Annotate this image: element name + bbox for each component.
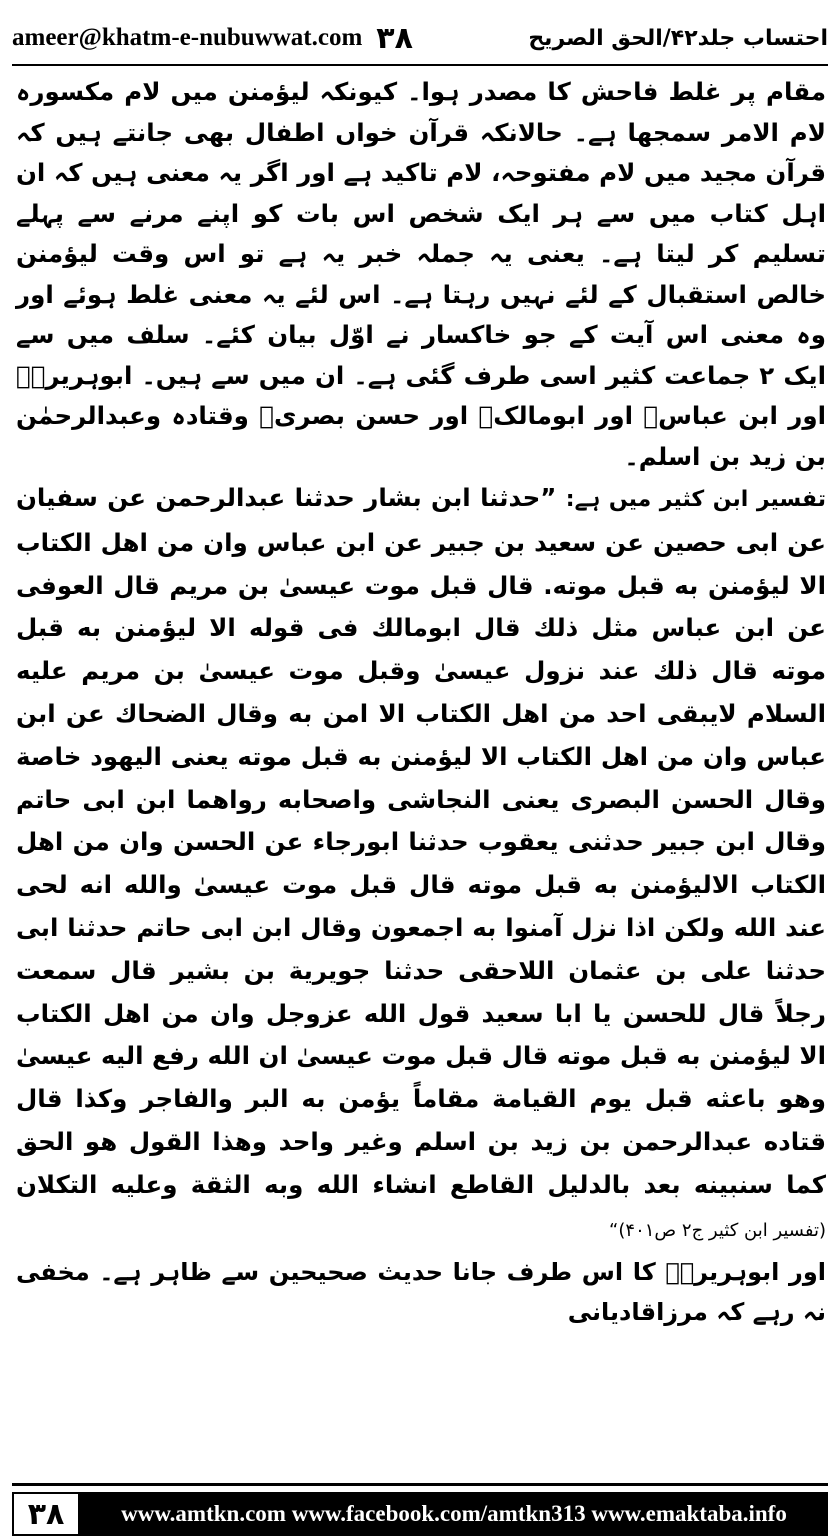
footer-page-number: ۳۸ [12, 1492, 80, 1536]
page-header [12, 14, 828, 62]
urdu-paragraph: مقام پر غلط فاحش کا مصدر ہوا۔ کیونکہ لیؤمنن میں لام مکسورہ لام الامر سمجھا ہے۔ حالانکہ قرآن خواں اطفال بھی جانتے ہیں کہ قرآن مجید میں لام مفتوحہ، لام تاکید ہے اور اگر یہ معنی ہیں کہ ان اہل کتاب میں سے ہر ایک شخص اس بات کو اپنے مرنے سے پہلے تسلیم کر لیتا ہے۔ یعنی یہ جملہ خبر یہ ہے تو اس وقت لیؤمنن خالص استقبال کے لئے نہیں رہتا ہے۔ اس لئے یہ معنی غلط ہوئے اور وہ معنی اس آیت کے جو خاکسار نے اوّل بیان کئے۔ سلف میں سے ایک ۲ جماعت کثیر اسی طرف گئی ہے۔ ان میں سے ہیں۔ ابوہریرہؓ اور ابن عباسؓ اور ابومالکؒ اور حسن بصریؒ وقتادہ وعبدالرحمٰن بن زید بن اسلم۔ [16, 77, 826, 471]
quote-intro: تفسیر ابن کثیر میں ہے: [565, 487, 826, 512]
page-content [16, 72, 826, 1332]
footer-bar [12, 1492, 828, 1536]
footer-links[interactable]: www.amtkn.com www.facebook.com/amtkn313 www.emaktaba.info [121, 1501, 787, 1526]
page-footer [12, 1483, 828, 1536]
tafsir-quote [16, 477, 826, 1252]
header-left [12, 21, 413, 56]
quote-arabic-text: ”حدثنا ابن بشار حدثنا عبدالرحمن عن سفیان عن ابی حصین عن سعید بن جبیر عن ابن عباس وان من اهل الكتاب الا ليؤمنن به قبل موته. قال قبل موت عيسىٰ بن مريم قال العوفى عن ابن عباس مثل ذلك قال ابومالك فى قوله الا ليؤمنن به قبل موته قال ذلك عند نزول عيسىٰ وقبل موت عيسىٰ بن مريم عليه السلام لايبقى احد من اهل الكتاب الا امن به وقال الضحاك عن ابن عباس وان من اهل الكتاب الا ليؤمنن به قبل موته يعنى اليهود خاصة وقال الحسن البصرى يعنى النجاشى واصحابه رواهما ابن ابى حاتم وقال ابن جبير حدثنى يعقوب حدثنا ابورجاء عن الحسن وان من اهل الكتاب الاليؤمنن به قبل موته قال قبل موت عيسىٰ والله انه لحى عند الله ولكن اذا نزل آمنوا به اجمعون وقال ابن ابى حاتم حدثنا ابى حدثنا على بن عثمان اللاحقى حدثنا جويرية بن بشير قال سمعت رجلاً قال للحسن يا ابا سعيد قول الله عزوجل وان من اهل الكتاب الا ليؤمنن به قبل موته قال قبل موت عيسىٰ ان الله رفع اليه عيسىٰ وهو باعثه قبل يوم القيامة مقاماً يؤمن به البر والفاجر وكذا قال قتاده عبدالرحمن بن زيد بن اسلم وغير واحد وهذا القول هو الحق كما سنبينه بعد بالدليل القاطع انشاء الله وبه الثقة وعليه التكلان [16, 483, 826, 1199]
header-book-title: احتساب جلد۴۲/الحق الصریح [528, 25, 828, 51]
closing-line: اور ابوہریرہؓ کا اس طرف جانا حدیث صحیحین سے ظاہر ہے۔ مخفی نہ رہے کہ مرزاقادیانی [16, 1258, 826, 1327]
quote-reference: (تفسیر ابن کثیر ج۲ ص۴۰۱)“ [609, 1219, 826, 1241]
header-divider [12, 64, 828, 66]
header-email[interactable]: ameer@khatm-e-nubuwwat.com [12, 24, 363, 51]
header-page-number: ۳۸ [376, 20, 413, 56]
